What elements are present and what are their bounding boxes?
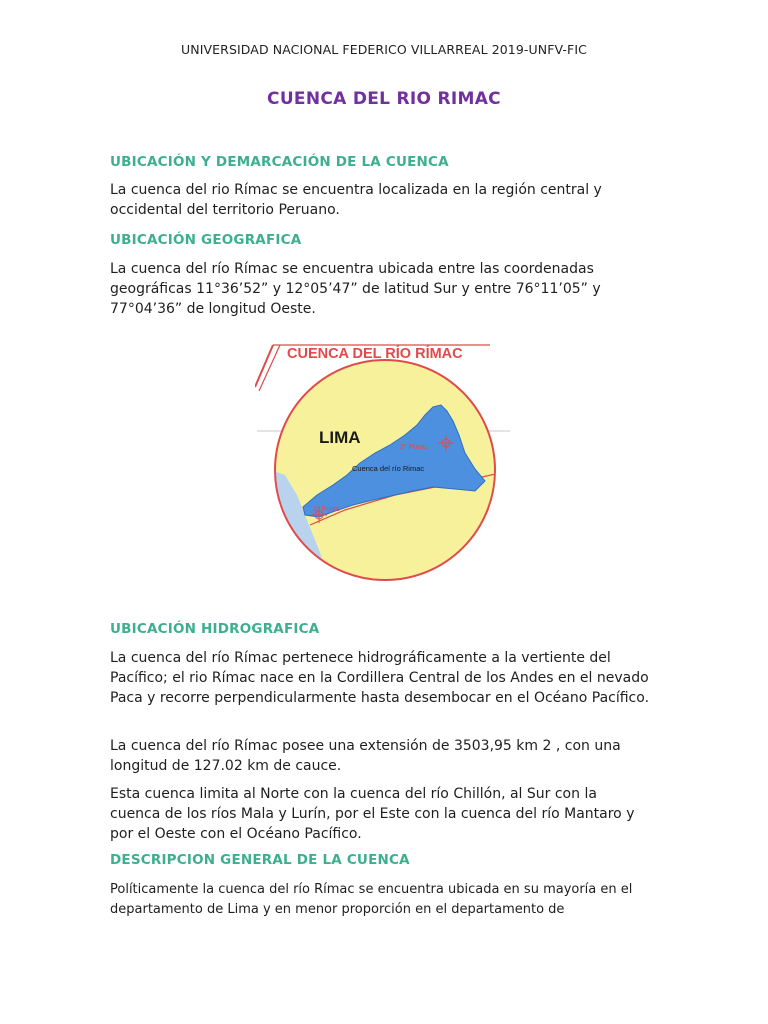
paragraph-hidrografica-3: Esta cuenca limita al Norte con la cuenca del río Chillón, al Sur con la cuenca de los ríos Mala y Lurín, por el Este con la cuenca del río Mantaro y por el Oeste con el Océano Pacífico. — [110, 786, 635, 842]
map-circle — [255, 335, 515, 590]
paragraph-hidrografica-2: La cuenca del río Rímac posee una extensión de 3503,95 km 2 , con una longitud de 127.02 km de cauce. — [110, 738, 621, 774]
map-label-basin: Cuenca del río Rimac — [352, 464, 425, 473]
basin-map-figure — [255, 335, 515, 590]
paragraph-hidrografica-1: La cuenca del río Rímac pertenece hidrográficamente a la vertiente del Pacífico; el rio Rímac nace en la Cordillera Central de los Andes en el nevado Paca y recorre perpendicularmente hasta desembocar en el Océano Pacífico. — [110, 650, 650, 706]
document-title: CUENCA DEL RIO RIMAC — [267, 89, 501, 109]
section-heading-descripcion-general: DESCRIPCION GENERAL DE LA CUENCA — [110, 852, 410, 868]
document-header: UNIVERSIDAD NACIONAL FEDERICO VILLARREAL 2019-UNFV-FIC — [181, 42, 587, 57]
map-banner-title: CUENCA DEL RÍO RÍMAC — [287, 346, 463, 362]
section-heading-ubicacion-geografica: UBICACIÓN GEOGRAFICA — [110, 232, 302, 248]
section-heading-ubicacion-demarcacion: UBICACIÓN Y DEMARCACIÓN DE LA CUENCA — [110, 154, 449, 170]
section-heading-ubicacion-hidrografica: UBICACIÓN HIDROGRAFICA — [110, 621, 320, 637]
paragraph-ubicacion-demarcacion: La cuenca del rio Rímac se encuentra localizada en la región central y occidental del territorio Peruano. — [110, 182, 602, 218]
map-label-point-2: 2° Punto — [400, 444, 427, 451]
map-label-lima: LIMA — [319, 428, 361, 447]
paragraph-ubicacion-geografica: La cuenca del río Rímac se encuentra ubicada entre las coordenadas geográficas 11°36’52” y 12°05’47” de latitud Sur y entre 76°11’05” y 77°04’36” de longitud Oeste. — [110, 261, 601, 317]
paragraph-descripcion-general: Políticamente la cuenca del río Rímac se encuentra ubicada en su mayoría en el departamento de Lima y en menor proporción en el departamento de — [110, 882, 633, 917]
map-label-point-1: 1° Punto — [313, 506, 340, 513]
basin-map — [255, 335, 515, 590]
